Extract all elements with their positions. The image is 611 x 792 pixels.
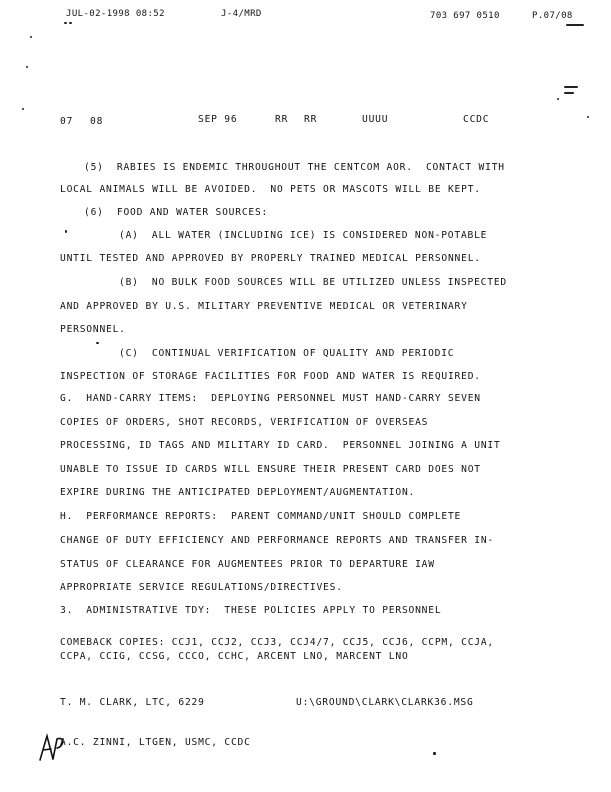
body-line: (5) RABIES IS ENDEMIC THROUGHOUT THE CENTCOM AOR. CONTACT WITH <box>84 162 505 173</box>
releaser-line: A.C. ZINNI, LTGEN, USMC, CCDC <box>60 737 251 748</box>
msg-classification: UUUU <box>362 114 389 125</box>
comeback-copies-line-2: CCPA, CCIG, CCSG, CCCO, CCHC, ARCENT LNO, MARCENT LNO <box>60 651 409 662</box>
body-line: (6) FOOD AND WATER SOURCES: <box>84 207 269 218</box>
body-line: (A) ALL WATER (INCLUDING ICE) IS CONSIDERED NON-POTABLE <box>119 230 488 241</box>
body-line: (B) NO BULK FOOD SOURCES WILL BE UTILIZED UNLESS INSPECTED <box>119 277 507 288</box>
scan-speck <box>30 36 32 38</box>
fax-date-time: JUL-02-1998 08:52 <box>66 9 165 19</box>
body-line: UNTIL TESTED AND APPROVED BY PROPERLY TRAINED MEDICAL PERSONNEL. <box>60 253 481 264</box>
scan-speck <box>433 752 436 755</box>
scan-speck <box>566 24 584 26</box>
body-line: H. PERFORMANCE REPORTS: PARENT COMMAND/UNIT SHOULD COMPLETE <box>60 511 462 522</box>
scan-speck <box>69 22 72 24</box>
body-line: PERSONNEL. <box>60 324 126 335</box>
body-line: (C) CONTINUAL VERIFICATION OF QUALITY AND PERIODIC <box>119 348 455 359</box>
scan-speck <box>26 66 28 68</box>
body-line: INSPECTION OF STORAGE FACILITIES FOR FOOD AND WATER IS REQUIRED. <box>60 371 481 382</box>
scan-speck <box>22 108 24 110</box>
scan-speck <box>64 22 67 24</box>
fax-phone-number: 703 697 0510 <box>430 11 500 21</box>
scan-speck <box>96 342 99 344</box>
scan-speck <box>587 116 589 118</box>
body-line: COPIES OF ORDERS, SHOT RECORDS, VERIFICATION OF OVERSEAS <box>60 417 429 428</box>
msg-precedence-2: RR <box>304 114 318 125</box>
comeback-copies-line-1: COMEBACK COPIES: CCJ1, CCJ2, CCJ3, CCJ4/7, CCJ5, CCJ6, CCPM, CCJA, <box>60 637 495 648</box>
body-line: UNABLE TO ISSUE ID CARDS WILL ENSURE THEIR PRESENT CARD DOES NOT <box>60 464 481 475</box>
drafter-line: T. M. CLARK, LTC, 6229 <box>60 697 205 708</box>
scan-speck <box>557 98 559 100</box>
msg-line-of: 08 <box>90 116 104 127</box>
body-line: STATUS OF CLEARANCE FOR AUGMENTEES PRIOR TO DEPARTURE IAW <box>60 559 435 570</box>
body-line: EXPIRE DURING THE ANTICIPATED DEPLOYMENT/AUGMENTATION. <box>60 487 416 498</box>
msg-precedence-1: RR <box>275 114 289 125</box>
body-line: CHANGE OF DUTY EFFICIENCY AND PERFORMANCE REPORTS AND TRANSFER IN- <box>60 535 495 546</box>
file-path: U:\GROUND\CLARK\CLARK36.MSG <box>296 697 474 708</box>
body-line: LOCAL ANIMALS WILL BE AVOIDED. NO PETS OR MASCOTS WILL BE KEPT. <box>60 184 481 195</box>
msg-date: SEP 96 <box>198 114 238 125</box>
scan-speck <box>65 230 67 233</box>
body-line: PROCESSING, ID TAGS AND MILITARY ID CARD. PERSONNEL JOINING A UNIT <box>60 440 501 451</box>
scan-speck <box>564 92 574 94</box>
body-line: 3. ADMINISTRATIVE TDY: THESE POLICIES APPLY TO PERSONNEL <box>60 605 442 616</box>
msg-line-number: 07 <box>60 116 74 127</box>
body-line: APPROPRIATE SERVICE REGULATIONS/DIRECTIVES. <box>60 582 343 593</box>
fax-page-number: P.07/08 <box>532 11 573 21</box>
body-line: G. HAND-CARRY ITEMS: DEPLOYING PERSONNEL MUST HAND-CARRY SEVEN <box>60 393 481 404</box>
msg-originator: CCDC <box>463 114 490 125</box>
fax-sender-id: J-4/MRD <box>221 9 262 19</box>
scan-speck <box>564 86 578 88</box>
body-line: AND APPROVED BY U.S. MILITARY PREVENTIVE MEDICAL OR VETERINARY <box>60 301 468 312</box>
